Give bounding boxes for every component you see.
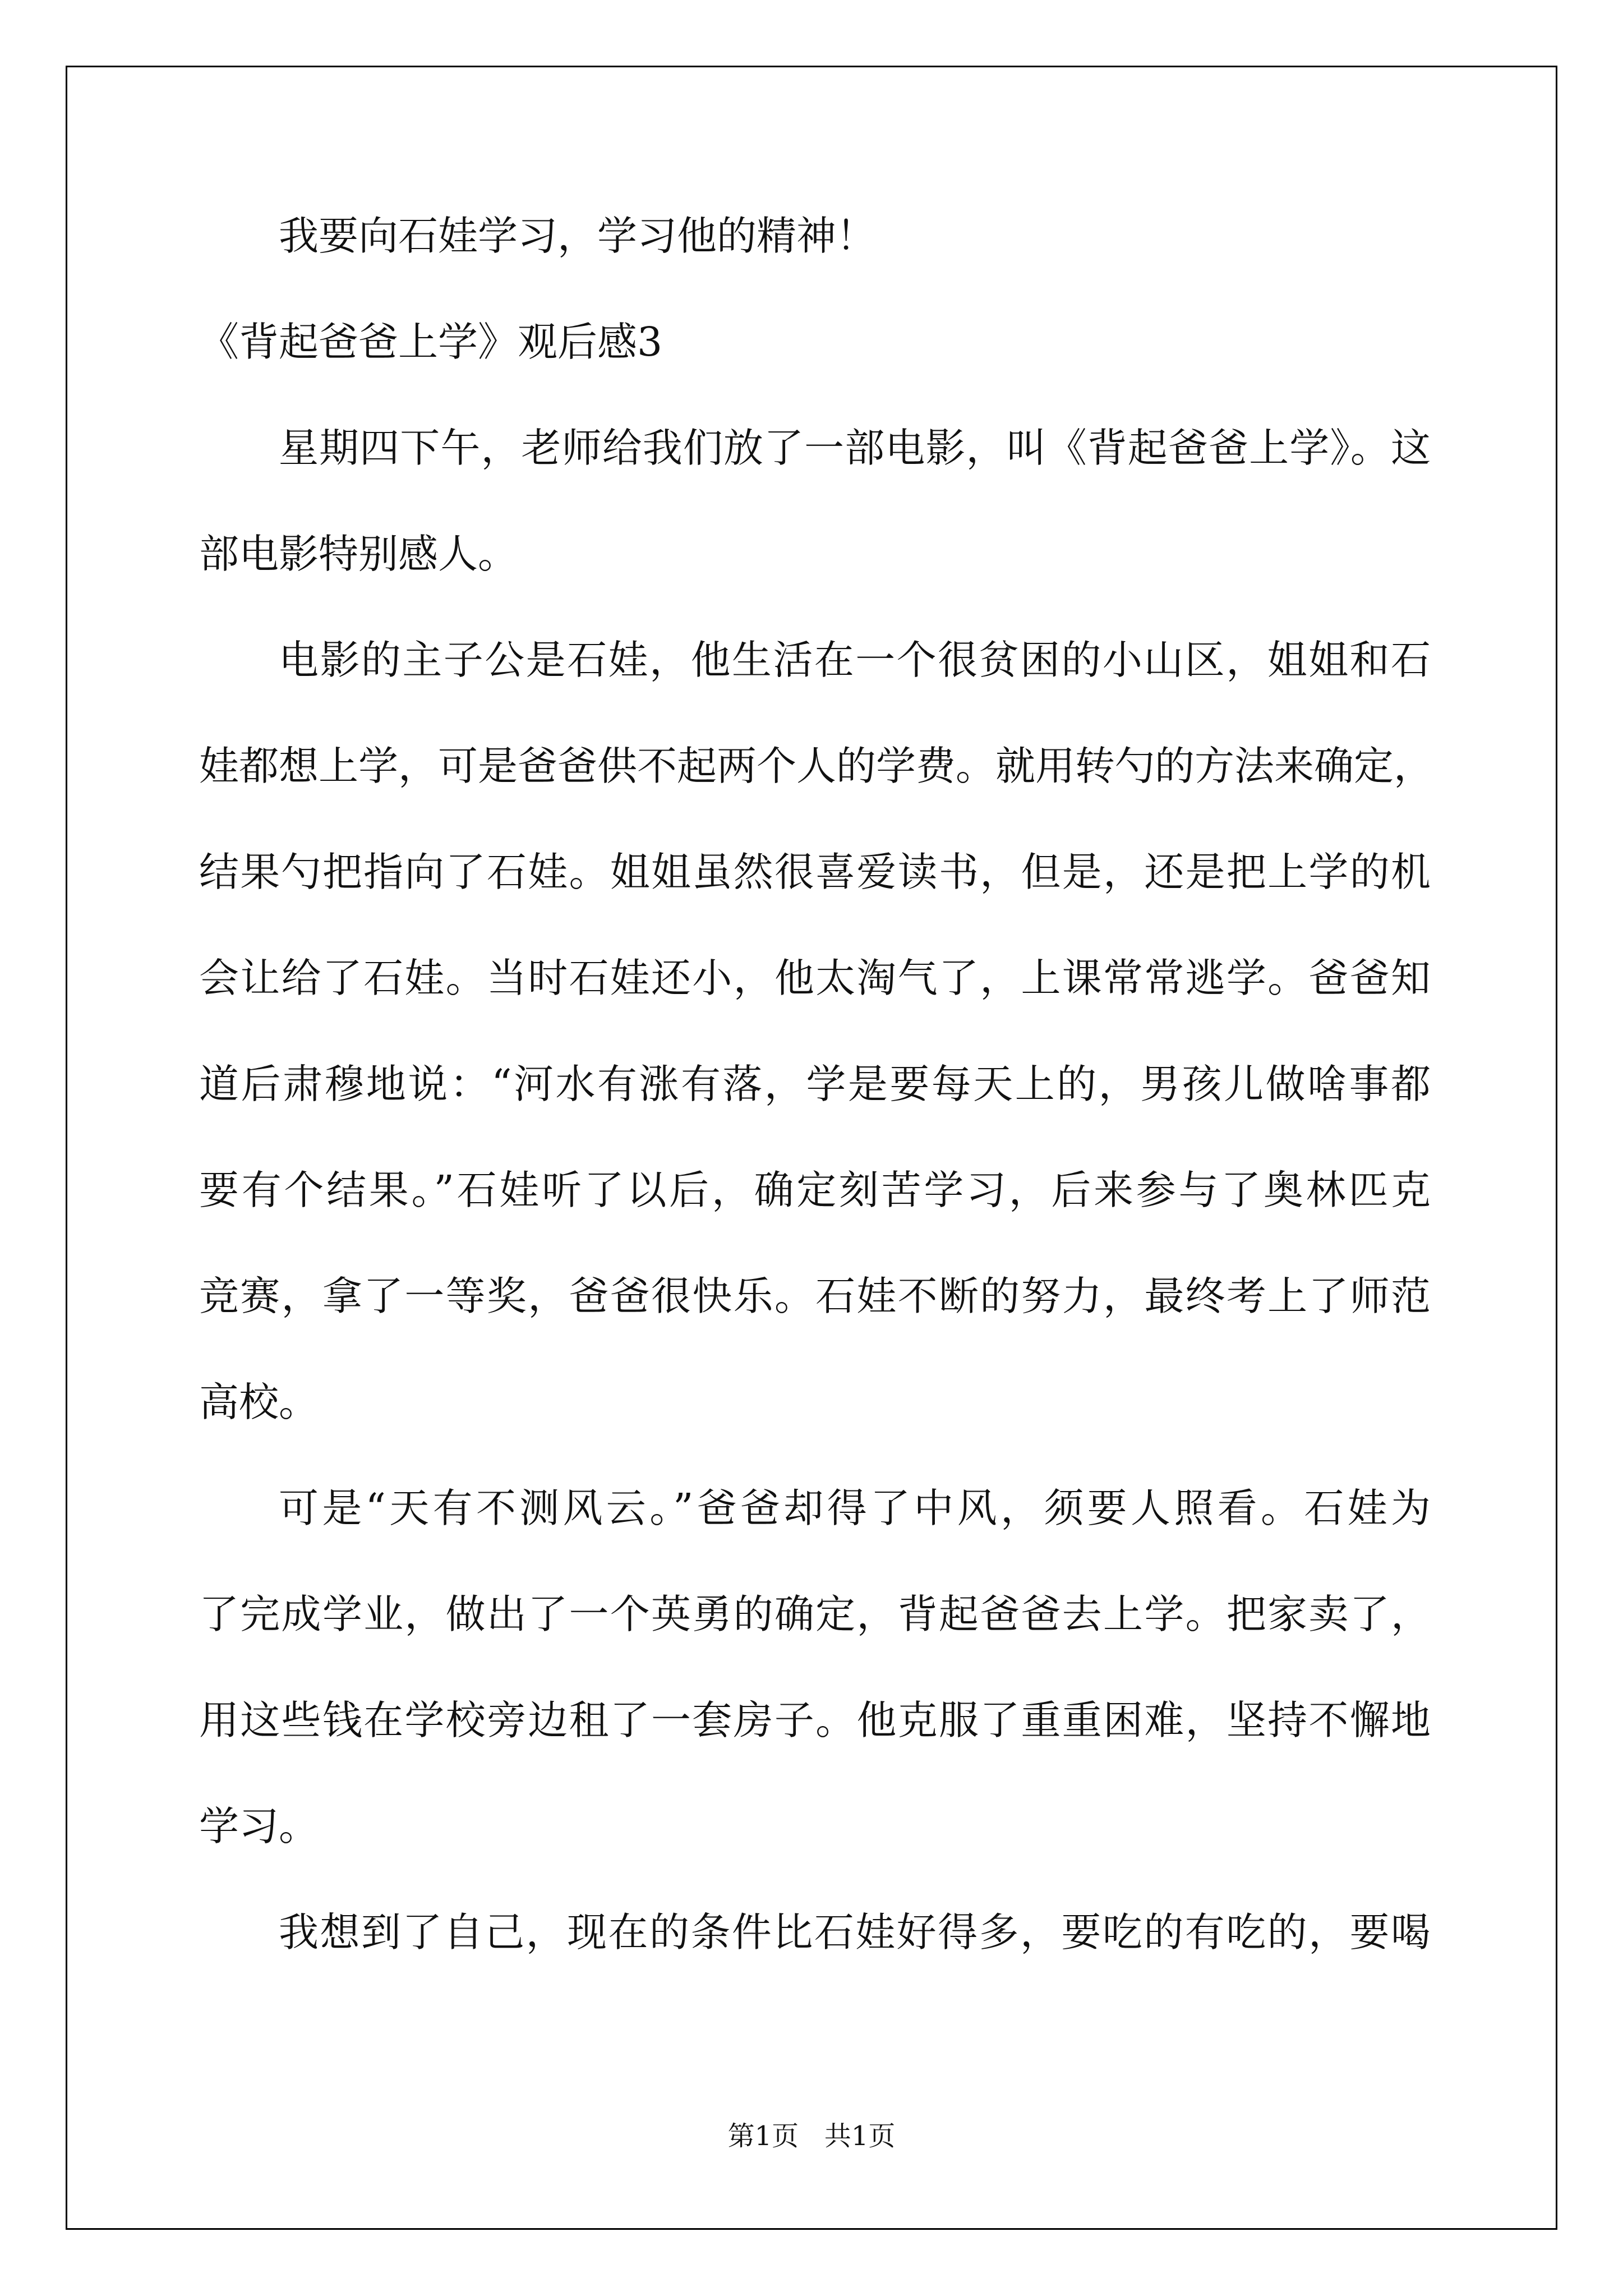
text-line: 娃都想上学，可是爸爸供不起两个人的学费。就用转勺的方法来确定， (199, 743, 1434, 789)
text-line: 道后肃穆地说：“河水有涨有落，学是要每天上的，男孩儿做啥事都 (199, 1061, 1431, 1107)
text-line: 竞赛，拿了一等奖，爸爸很快乐。石娃不断的努力，最终考上了师范 (199, 1273, 1431, 1319)
text-line: 部电影特别感人。 (199, 531, 518, 577)
text-line: 我想到了自己，现在的条件比石娃好得多，要吃的有吃的，要喝 (279, 1909, 1431, 1955)
text-line: 可是“天有不测风云。”爸爸却得了中风，须要人照看。石娃为 (279, 1485, 1431, 1531)
text-line: 用这些钱在学校旁边租了一套房子。他克服了重重困难，坚持不懈地 (199, 1697, 1431, 1743)
document-body (199, 213, 1434, 2018)
text-line: 结果勺把指向了石娃。姐姐虽然很喜爱读书，但是，还是把上学的机 (199, 849, 1431, 895)
text-line: 学习。 (199, 1803, 319, 1849)
text-line: 要有个结果。”石娃听了以后，确定刻苦学习，后来参与了奥林匹克 (199, 1167, 1431, 1213)
text-line: 了完成学业，做出了一个英勇的确定，背起爸爸去上学。把家卖了， (199, 1591, 1431, 1637)
page-footer: 第1页 共1页 (727, 2120, 896, 2152)
text-line: 高校。 (199, 1379, 319, 1425)
text-line: 我要向石娃学习，学习他的精神！ (279, 213, 877, 259)
text-line: 电影的主子公是石娃，他生活在一个很贫困的小山区，姐姐和石 (279, 637, 1431, 683)
text-line: 会让给了石娃。当时石娃还小，他太淘气了，上课常常逃学。爸爸知 (199, 955, 1431, 1001)
text-line: 《背起爸爸上学》观后感3 (199, 319, 663, 365)
text-line: 星期四下午，老师给我们放了一部电影，叫《背起爸爸上学》。这 (279, 425, 1431, 471)
